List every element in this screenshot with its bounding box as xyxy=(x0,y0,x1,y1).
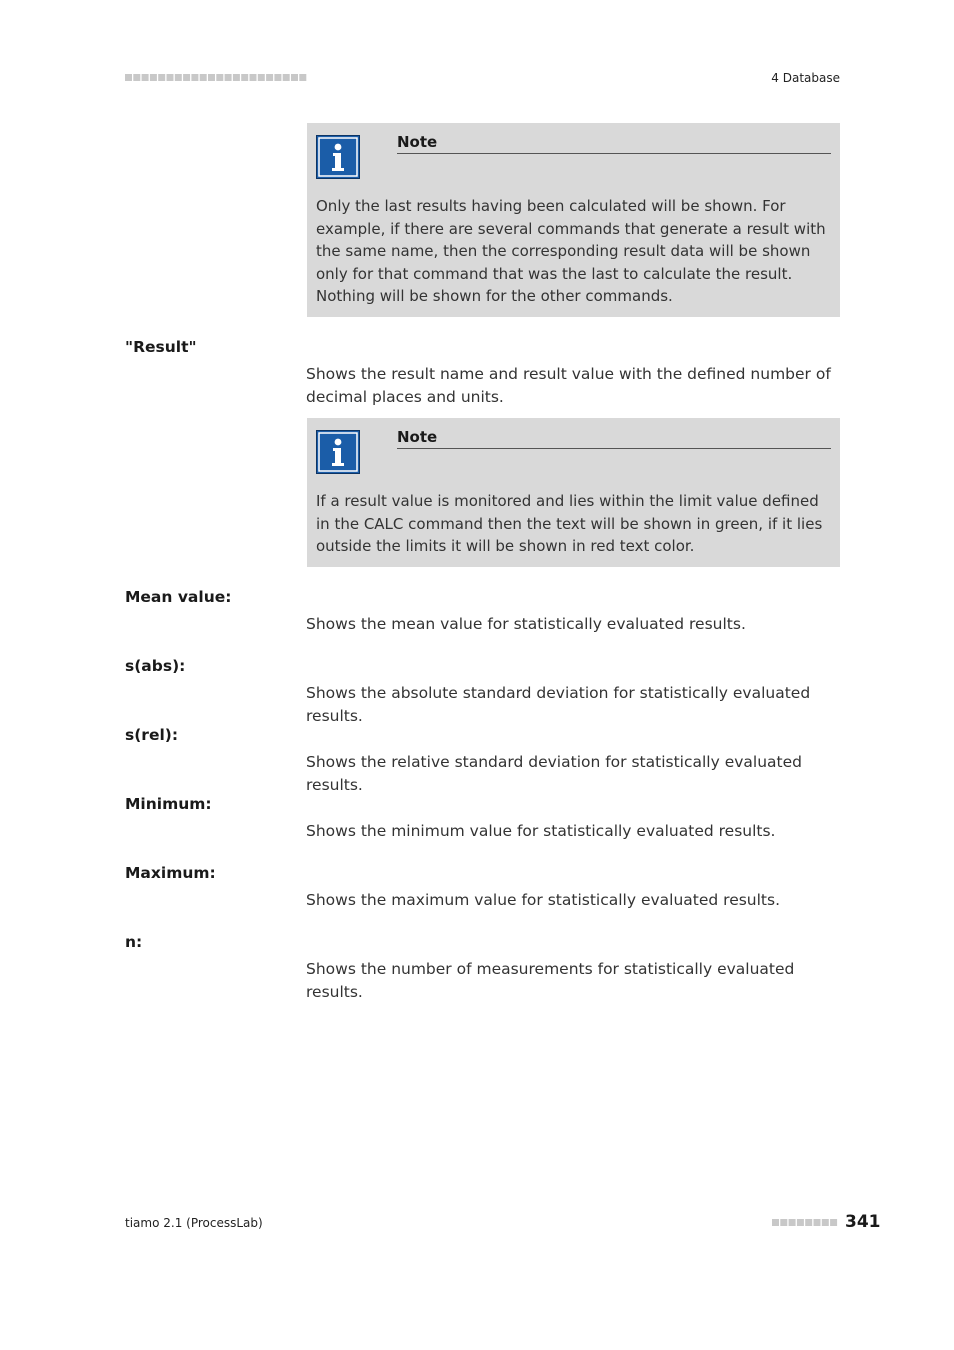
square-mark xyxy=(805,1219,812,1226)
note-title: Note xyxy=(397,428,831,449)
term-result: "Result" xyxy=(125,338,197,356)
term-n: n: xyxy=(125,933,143,951)
term-mean-value: Mean value: xyxy=(125,588,232,606)
term-s-abs: s(abs): xyxy=(125,657,186,675)
square-mark xyxy=(133,74,140,81)
square-mark xyxy=(183,74,190,81)
square-mark xyxy=(250,74,257,81)
square-mark xyxy=(216,74,223,81)
desc-s-abs: Shows the absolute standard deviation for statistically evaluated results. xyxy=(306,684,811,725)
square-mark xyxy=(233,74,240,81)
desc-n: Shows the number of measurements for statistically evaluated results. xyxy=(306,960,795,1001)
square-mark xyxy=(772,1219,779,1226)
square-mark xyxy=(299,74,306,81)
square-mark xyxy=(142,74,149,81)
square-mark xyxy=(283,74,290,81)
note-box xyxy=(307,123,840,317)
square-mark xyxy=(797,1219,804,1226)
square-mark xyxy=(167,74,174,81)
square-mark xyxy=(830,1219,837,1226)
square-mark xyxy=(780,1219,787,1226)
square-mark xyxy=(814,1219,821,1226)
footer-square-marks xyxy=(772,1219,840,1227)
square-mark xyxy=(208,74,215,81)
note-box xyxy=(307,418,840,567)
square-mark xyxy=(789,1219,796,1226)
term-s-rel: s(rel): xyxy=(125,726,179,744)
note-body: If a result value is monitored and lies within the limit value defined in the CALC command then the text will be shown in green, if it lies outside the limits it will be shown in red text color. xyxy=(316,492,823,555)
square-mark xyxy=(274,74,281,81)
page-number: 341 xyxy=(845,1212,881,1232)
square-mark xyxy=(125,74,132,81)
square-mark xyxy=(822,1219,829,1226)
info-icon xyxy=(316,135,360,179)
note-body: Only the last results having been calculated will be shown. For example, if there are several commands that generate a result with the same name, then the corresponding result data will be shown only for that command that was the last to calculate the result. Nothing will be shown for the other commands. xyxy=(316,197,826,305)
info-icon xyxy=(316,430,360,474)
square-mark xyxy=(291,74,298,81)
square-mark xyxy=(258,74,265,81)
square-mark xyxy=(191,74,198,81)
desc-minimum: Shows the minimum value for statistically evaluated results. xyxy=(306,822,776,840)
note-title: Note xyxy=(397,133,831,154)
term-minimum: Minimum: xyxy=(125,795,212,813)
square-mark xyxy=(150,74,157,81)
square-mark xyxy=(225,74,232,81)
square-mark xyxy=(158,74,165,81)
term-maximum: Maximum: xyxy=(125,864,216,882)
square-mark xyxy=(175,74,182,81)
square-mark xyxy=(200,74,207,81)
footer-product: tiamo 2.1 (ProcessLab) xyxy=(125,1216,263,1230)
desc-mean-value: Shows the mean value for statistically evaluated results. xyxy=(306,615,746,633)
square-mark xyxy=(241,74,248,81)
header-square-marks xyxy=(125,74,307,82)
desc-maximum: Shows the maximum value for statistically evaluated results. xyxy=(306,891,781,909)
square-mark xyxy=(266,74,273,81)
desc-result: Shows the result name and result value with the defined number of decimal places and units. xyxy=(306,365,831,406)
header-section-title: 4 Database xyxy=(771,71,840,85)
desc-s-rel: Shows the relative standard deviation for statistically evaluated results. xyxy=(306,753,802,794)
